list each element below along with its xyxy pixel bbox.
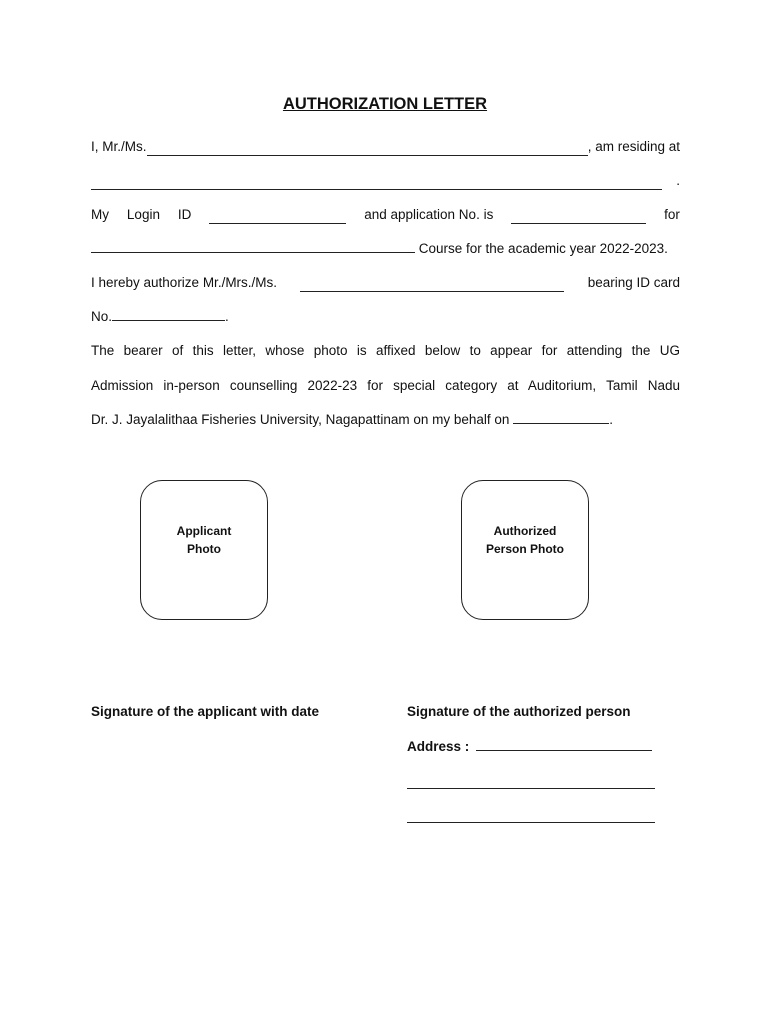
authorize-line <box>91 274 680 292</box>
course-text: Course for the academic year 2022-2023. <box>418 241 668 256</box>
paragraph-line-3 <box>91 411 680 429</box>
applicant-photo-label-1: Applicant <box>176 524 232 538</box>
course-line <box>91 240 680 258</box>
id-card-prefix: No. <box>91 309 113 324</box>
login-end-text: for <box>664 207 680 222</box>
paragraph-line-2: Admission in-person counselling 2022-23 for special category at Auditorium, Tamil Nadu <box>91 378 680 393</box>
applicant-signature-label: Signature of the applicant with date <box>91 704 320 719</box>
login-word-id: ID <box>177 207 192 222</box>
date-field[interactable] <box>513 411 609 424</box>
id-card-line <box>91 308 680 326</box>
login-middle-text: and application No. is <box>364 207 494 222</box>
address-line <box>91 172 680 190</box>
authorize-suffix: bearing ID card <box>587 275 680 290</box>
id-card-suffix: . <box>225 309 229 324</box>
name-suffix: , am residing at <box>587 139 680 154</box>
authorized-address-field-3[interactable] <box>407 822 655 823</box>
login-word-login: Login <box>126 207 160 222</box>
applicant-photo-box[interactable] <box>140 480 268 620</box>
applicant-name-field[interactable] <box>147 143 588 156</box>
residence-address-field[interactable] <box>91 177 662 190</box>
course-field[interactable] <box>91 240 415 253</box>
id-card-no-field[interactable] <box>112 308 225 321</box>
paragraph-line-3-end: . <box>609 412 613 427</box>
authorize-prefix: I hereby authorize Mr./Mrs./Ms. <box>91 275 278 290</box>
page-title: AUTHORIZATION LETTER <box>282 95 488 113</box>
authorized-address-field-2[interactable] <box>407 788 655 789</box>
address-end: . <box>676 173 680 188</box>
authorized-name-field[interactable] <box>300 279 564 292</box>
address-row <box>407 738 652 754</box>
applicant-photo-label-2: Photo <box>187 542 221 556</box>
login-line <box>91 206 680 224</box>
login-id-field[interactable] <box>209 211 346 224</box>
address-label: Address : <box>407 739 470 754</box>
authorized-photo-box[interactable] <box>461 480 589 620</box>
name-line <box>91 138 680 156</box>
authorized-signature-label: Signature of the authorized person <box>407 704 631 719</box>
paragraph-line-1: The bearer of this letter, whose photo is affixed below to appear for attending the UG <box>91 343 680 358</box>
authorized-address-field-1[interactable] <box>476 738 652 751</box>
authorized-photo-label-1: Authorized <box>493 524 557 538</box>
paragraph-line-3-text: Dr. J. Jayalalithaa Fisheries University, Nagapattinam on my behalf on <box>91 412 510 427</box>
authorized-photo-label-2: Person Photo <box>485 542 564 556</box>
login-word-my: My <box>91 207 109 222</box>
name-prefix: I, Mr./Ms. <box>91 139 147 154</box>
application-no-field[interactable] <box>511 211 646 224</box>
